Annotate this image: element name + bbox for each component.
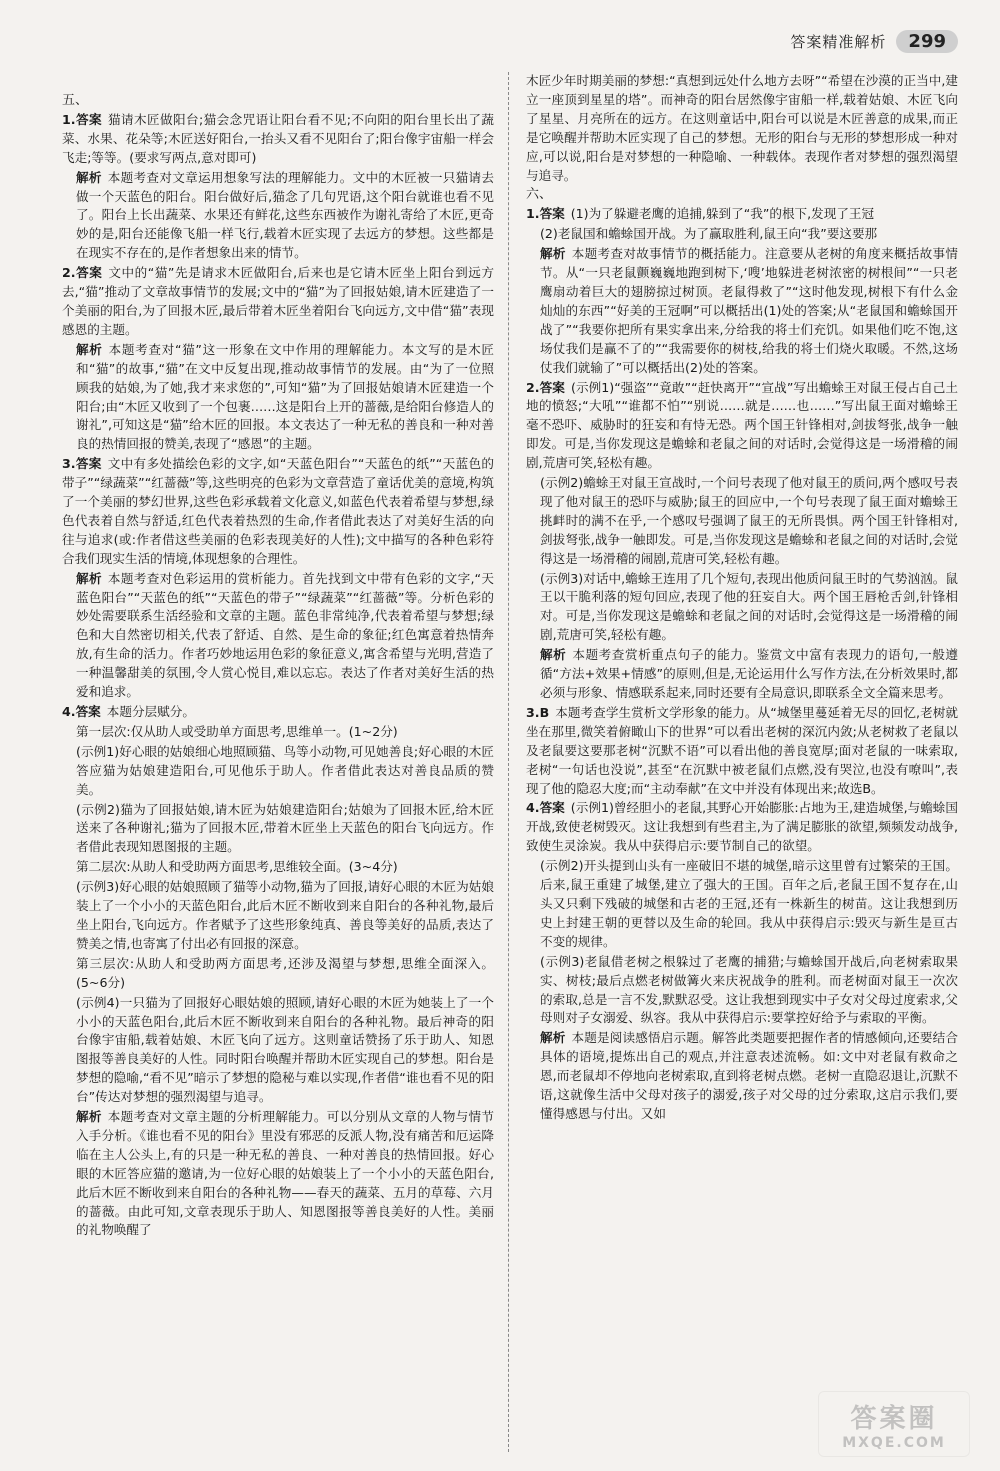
question-number: 1. bbox=[526, 206, 540, 222]
answer-label: 答案 bbox=[539, 379, 565, 395]
answer-item bbox=[526, 225, 958, 244]
answer-label: 答案 bbox=[539, 800, 565, 816]
answer-text: 本题考查对文章主题的分析理解能力。可以分别从文章的人物与情节入手分析。《谁也看不见的阳台》里没有邪恶的反派人物,没有痛苦和厄运降临在主人公头上,有的只是一种无私的善良、一种对善良的热情回报。好心眼的木匠答应猫的邀请,为一位好心眼的姑娘装上了一个小小的天蓝色阳台,此后木匠不断收到来自阳台的各种礼物——春天的蔬菜、五月的草莓、六月的蔷薇。由此可知,文章表现乐于助人、知恩图报等善良美好的人性。美丽的礼物唤醒了 bbox=[76, 1109, 495, 1238]
answer-text: (2)老鼠国和蟾蜍国开战。为了赢取胜利,鼠王向“我”要这要那 bbox=[540, 226, 878, 242]
answer-text: (示例2)猫为了回报姑娘,请木匠为姑娘建造阳台;姑娘为了回报木匠,给木匠送来了各种谢礼;猫为了回报木匠,带着木匠坐上天蓝色的阳台飞向远方。作者借此表现知恩图报的主题。 bbox=[76, 801, 494, 855]
answer-text: 猫请木匠做阳台;猫会念咒语让阳台看不见;不向阳的阳台里长出了蔬菜、水果、花朵等;木匠送好阳台,一抬头又看不见阳台了;阳台像宇宙船一样会飞走;等等。(要求写两点,意对即可) bbox=[62, 111, 494, 165]
right-column bbox=[526, 72, 958, 1125]
answer-label: 答案 bbox=[75, 111, 102, 127]
question-number: 2. bbox=[62, 265, 76, 281]
answer-text: 本题考查赏析重点句子的能力。鉴赏文中富有表现力的语句,一般遵循“方法+效果+情感”的原则,但是,无论运用什么写作方法,在分析效果时,都必须与形象、情感联系起来,同时还要有全局意识,即联系全文全篇来思考。 bbox=[540, 647, 958, 700]
answer-text: (示例1)曾经胆小的老鼠,其野心开始膨胀:占地为王,建造城堡,与蟾蜍国开战,致使老树毁灭。这让我想到有些君主,为了满足膨胀的欲望,频频发动战争,致使生灵涂炭。我从中获得启示:要节制自己的欲望。 bbox=[526, 800, 959, 854]
answer-text: 第一层次:仅从助人或受助单方面思考,思维单一。(1~2分) bbox=[76, 723, 398, 739]
question-number: 4. bbox=[62, 704, 76, 719]
answer-item bbox=[526, 704, 958, 799]
answer-text: 文中的“猫”先是请求木匠做阳台,后来也是它请木匠坐上阳台到远方去,“猫”推动了文章故事情节的发展;文中的“猫”为了回报姑娘,请木匠建造了一个美丽的阳台,为了回报木匠,最后带着木匠坐着阳台飞向远方,文中借“猫”表现感恩的主题。 bbox=[62, 265, 495, 337]
answer-text: 本题考查对“猫”这一形象在文中作用的理解能力。本文写的是木匠和“猫”的故事,“猫”在文中反复出现,推动故事情节的发展。由“为了一位照顾我的姑娘,为了她,我才来求您的”,可知“猫”为了回报姑娘请木匠建造一个阳台;由“木匠又收到了一个包裹……这是阳台上开的蔷薇,是给阳台修造人的谢礼”,可知这是“猫”给木匠的回报。本文表达了一种无私的善良和一种对善良的热情回报的赞美,表现了“感恩”的主题。 bbox=[76, 341, 494, 452]
answer-label: 答案 bbox=[539, 206, 565, 222]
answer-text: (示例4)一只猫为了回报好心眼姑娘的照顾,请好心眼的木匠为她装上了一个小小的天蓝色阳台,此后木匠不断收到来自阳台的各种礼物。最后神奇的阳台像宇宙船,载着姑娘、木匠飞向了远方。这则童话赞扬了乐于助人、知恩图报等善良美好的人性。同时阳台唤醒并帮助木匠实现自己的梦想。阳台是梦想的隐喻,“看不见”暗示了梦想的隐秘与难以实现,作者借“谁也看不见的阳台”传达对梦想的强烈渴望与追寻。 bbox=[76, 994, 494, 1105]
answer-text: 本题是阅读感悟启示题。解答此类题要把握作者的情感倾向,还要结合具体的语境,提炼出自己的观点,并注意表述流畅。如:文中对老鼠有救命之恩,而老鼠却不停地向老树索取,直到将老树点燃。老树一直隐忍退让,沉默不语,这就像生活中父母对孩子的溺爱,孩子对父母的过分索取,这启示我们,要懂得感恩与付出。又如 bbox=[540, 1030, 958, 1121]
answer-text: 本题考查学生赏析文学形象的能力。从“城堡里蔓延着无尽的回忆,老树就坐在那里,微笑着俯瞰山下的世界”可以看出老树的深沉内敛;从老树救了老鼠以及老鼠要这要那老树“沉默不语”可以看出他的善良宽厚;面对老鼠的一味索取,老树“一句话也没说”,甚至“在沉默中被老鼠们点燃,没有哭泣,也没有嘹叫”,表现了他的隐忍大度;而“主动奉献”在文中并没有体现出来;故选B。 bbox=[526, 704, 958, 796]
answer-text: 本题考查对文章运用想象写法的理解能力。文中的木匠被一只猫请去做一个天蓝色的阳台。阳台做好后,猫念了几句咒语,这个阳台就谁也看不见了。阳台上长出蔬菜、水果还有鲜花,这些东西被作为谢礼寄给了木匠,更奇妙的是,阳台还能像飞船一样飞行,载着木匠实现了去远方的梦想。这些都是在现实不存在的,是作者想象出来的情节。 bbox=[76, 169, 495, 261]
answer-item bbox=[62, 994, 494, 1107]
answer-item bbox=[526, 570, 958, 646]
watermark-line2: MXQE.COM bbox=[842, 1434, 946, 1451]
answer-text: 第二层次:从助人和受助两方面思考,思维较全面。(3~4分) bbox=[76, 859, 398, 875]
answer-label: 解析 bbox=[76, 570, 102, 586]
answer-text: (示例3)对话中,蟾蜍王连用了几个短句,表现出他质问鼠王时的气势汹汹。鼠王以干脆利落的短句回应,表现了他的狂妄自大。两个国王唇枪舌剑,针锋相对。可是,当你发现这是蟾蜍和老鼠之间的对话时,会觉得这是一场滑稽的闹剧,荒唐可笑,轻松有趣。 bbox=[540, 570, 958, 643]
answer-item bbox=[526, 857, 958, 952]
answer-item bbox=[526, 953, 958, 1029]
question-number: 3. bbox=[62, 456, 76, 472]
answer-item bbox=[62, 1108, 494, 1240]
answer-item bbox=[526, 646, 958, 703]
answer-label: B bbox=[539, 704, 550, 720]
answer-label: 答案 bbox=[75, 704, 101, 719]
answer-text: 本题考查对色彩运用的赏析能力。首先找到文中带有色彩的文字,“天蓝色阳台”“天蓝色的纸”“天蓝色的带子”“绿蔬菜”“红蔷薇”等。分析色彩的妙处需要联系生活经验和文章的主题。蓝色非常纯净,代表着希望与梦想;绿色和大自然密切相关,代表了舒适、自然、是生命的象征;红色寓意着热情奔放,有生命的活力。作者巧妙地运用色彩的象征意义,寓含希望与光明,营造了一种温馨甜美的氛围,令人赏心悦目,难以忘忘。表达了作者对美好生活的热爱和追求。 bbox=[76, 570, 495, 700]
answer-label: 答案 bbox=[75, 265, 103, 281]
answer-text: 本题分层赋分。 bbox=[106, 704, 195, 719]
answer-item bbox=[62, 878, 494, 954]
answer-item bbox=[62, 703, 494, 722]
answer-item bbox=[62, 455, 494, 568]
question-number: 4. bbox=[526, 800, 540, 816]
answer-label: 解析 bbox=[76, 341, 103, 357]
answer-text: 文中有多处描绘色彩的文字,如“天蓝色阳台”“天蓝色的纸”“天蓝色的带子”“绿蔬菜”“红蔷薇”等,这些明亮的色彩为文章营造了童话优美的意境,构筑了一个美丽的梦幻世界,这些色彩承载着文化意义,如蓝色代表着希望与梦想,绿色代表着自然与舒适,红色代表着热烈的生命,作者借此表达了对美好生活的向往与追求(或:作者借这些美丽的色彩表现美好的人性);文中描写的各种色彩符合我们现实生活的情境,体现想象的合理性。 bbox=[62, 456, 494, 566]
left-items bbox=[62, 111, 494, 1240]
answer-item bbox=[62, 570, 494, 702]
watermark-line1: 答案圈 bbox=[850, 1403, 938, 1434]
answer-item bbox=[62, 169, 494, 264]
answer-text: (示例2)开头提到山头有一座破旧不堪的城堡,暗示这里曾有过繁荣的王国。后来,鼠王重建了城堡,建立了强大的王国。百年之后,老鼠王国不复存在,山头又只剩下残破的城堡和古老的王冠,还有一株新生的树苗。这让我想到历史上封建王朝的更替以及生命的轮回。我从中获得启示:毁灭与新生是亘古不变的规律。 bbox=[540, 858, 958, 949]
answer-item bbox=[62, 955, 494, 993]
answer-item bbox=[526, 245, 958, 377]
answer-item bbox=[62, 341, 494, 454]
question-number: 3. bbox=[526, 704, 540, 720]
answer-item bbox=[62, 111, 494, 168]
answer-text: (示例3)老鼠借老树之根躲过了老鹰的捕猎;与蟾蜍国开战后,向老树索取果实、树枝;最后点燃老树做篝火来庆祝战争的胜利。而老树面对鼠王一次次的索取,总是一言不发,默默忍受。这让我想到现实中子女对父母过度索求,父母则对子女溺爱、纵容。我从中获得启示:要掌控好给予与索取的平衡。 bbox=[540, 953, 958, 1026]
answer-item bbox=[62, 723, 494, 742]
header-title: 答案精准解析 bbox=[790, 33, 887, 51]
answer-text: 第三层次:从助人和受助两方面思考,还涉及渴望与梦想,思维全面深入。(5~6分) bbox=[76, 955, 494, 990]
continued-paragraph: 木匠少年时期美丽的梦想:“真想到远处什么地方去呀”“希望在沙漠的正当中,建立一座顶到星星的塔”。而神奇的阳台居然像宇宙船一样,载着姑娘、木匠飞向了星星、月亮所在的远方。在这则童话中,阳台可以说是木匠善意的成果,而正是它唤醒并帮助木匠实现了自己的梦想。无形的阳台与无形的梦想形成一种对应,可以说,阳台是对梦想的一种隐喻、一种载体。表现作者对梦想的强烈渴望与追寻。 bbox=[526, 73, 958, 183]
answer-text: (示例2)蟾蜍王对鼠王宣战时,一个问号表现了他对鼠王的质问,两个感叹号表现了他对鼠王的恐吓与威胁;鼠王的回应中,一个句号表现了鼠王面对蟾蜍王挑衅时的满不在乎,一个感叹号强调了鼠王的无所畏惧。两个国王针锋相对,剑拔弩张,战争一触即发。可是,当你发现这是蟾蜍和老鼠之间的对话时,会觉得这是一场滑稽的闹剧,荒唐可笑,轻松有趣。 bbox=[540, 475, 958, 566]
answer-text: (示例1)“强盗”“竟敢”“赶快离开”“宣战”写出蟾蜍王对鼠王侵占自己土地的愤怒;“大吼”“谁都不怕”“别说……就是……也……”写出鼠王面对蟾蜍王毫不恐吓、威胁时的狂妄和有恃无恐。两个国王针锋相对,剑拔弩张,战争一触即发。可是,当你发现这是蟾蜍和老鼠之间的对话时,会觉得这是一场滑稽的闹剧,荒唐可笑,轻松有趣。 bbox=[526, 379, 958, 471]
page-header bbox=[790, 30, 958, 53]
answer-label: 解析 bbox=[76, 1109, 102, 1125]
answer-item bbox=[526, 1029, 958, 1124]
answer-item bbox=[62, 743, 494, 800]
answer-text: (示例3)好心眼的姑娘照顾了猫等小动物,猫为了回报,请好心眼的木匠为姑娘装上了一个小小的天蓝色阳台,此后木匠不断收到来自阳台的各种礼物,最后坐上阳台,飞向远方。作者赋予了这些形象纯真、善良等美好的品质,表达了赞美之情,也寄寓了付出必有回报的深意。 bbox=[76, 879, 494, 951]
answer-label: 答案 bbox=[75, 456, 102, 472]
left-column bbox=[62, 92, 494, 1241]
answer-item bbox=[526, 379, 958, 474]
answer-text: (1)为了躲避老鹰的追捕,躲到了“我”的根下,发现了王冠 bbox=[570, 206, 875, 222]
answer-item bbox=[62, 801, 494, 858]
answer-text: 本题考查对故事情节的概括能力。注意要从老树的角度来概括故事情节。从“一只老鼠颤巍巍地跑到树下,‘嗖’地躲进老树浓密的树根间”“一只老鹰扇动着巨大的翅膀掠过树顶。老鼠得救了”“这时他发现,树根下有什么金灿灿的东西”“好美的王冠啊”可以概括出(1)处的答案;从“老鼠国和蟾蜍国开战了”“我要你把所有果实拿出来,分给我的将士们充饥。如果他们吃不饱,这场仗我们是赢不了的”“我需要你的树枝,给我的将士们烧火取暖。不然,这场仗我们就输了”可以概括出(2)处的答案。 bbox=[540, 246, 959, 375]
answer-item bbox=[526, 474, 958, 569]
answer-item bbox=[62, 858, 494, 877]
answer-text: (示例1)好心眼的姑娘细心地照顾猫、鸟等小动物,可见她善良;好心眼的木匠答应猫为姑娘建造阳台,可见他乐于助人。作者借此表达对善良品质的赞美。 bbox=[76, 743, 494, 797]
answer-item bbox=[526, 205, 958, 224]
question-number: 2. bbox=[526, 379, 540, 395]
question-number: 1. bbox=[62, 111, 76, 127]
column-divider bbox=[508, 72, 509, 1452]
answer-label: 解析 bbox=[540, 246, 566, 262]
section-heading: 五、 bbox=[62, 93, 89, 108]
page-number: 299 bbox=[896, 30, 958, 53]
answer-label: 解析 bbox=[540, 1030, 566, 1046]
answer-item bbox=[526, 799, 958, 856]
right-items bbox=[526, 205, 958, 1124]
watermark-logo bbox=[818, 1391, 970, 1457]
answer-item bbox=[62, 264, 494, 340]
answer-label: 解析 bbox=[540, 647, 567, 663]
section-heading: 六、 bbox=[526, 187, 553, 203]
answer-label: 解析 bbox=[76, 169, 102, 185]
